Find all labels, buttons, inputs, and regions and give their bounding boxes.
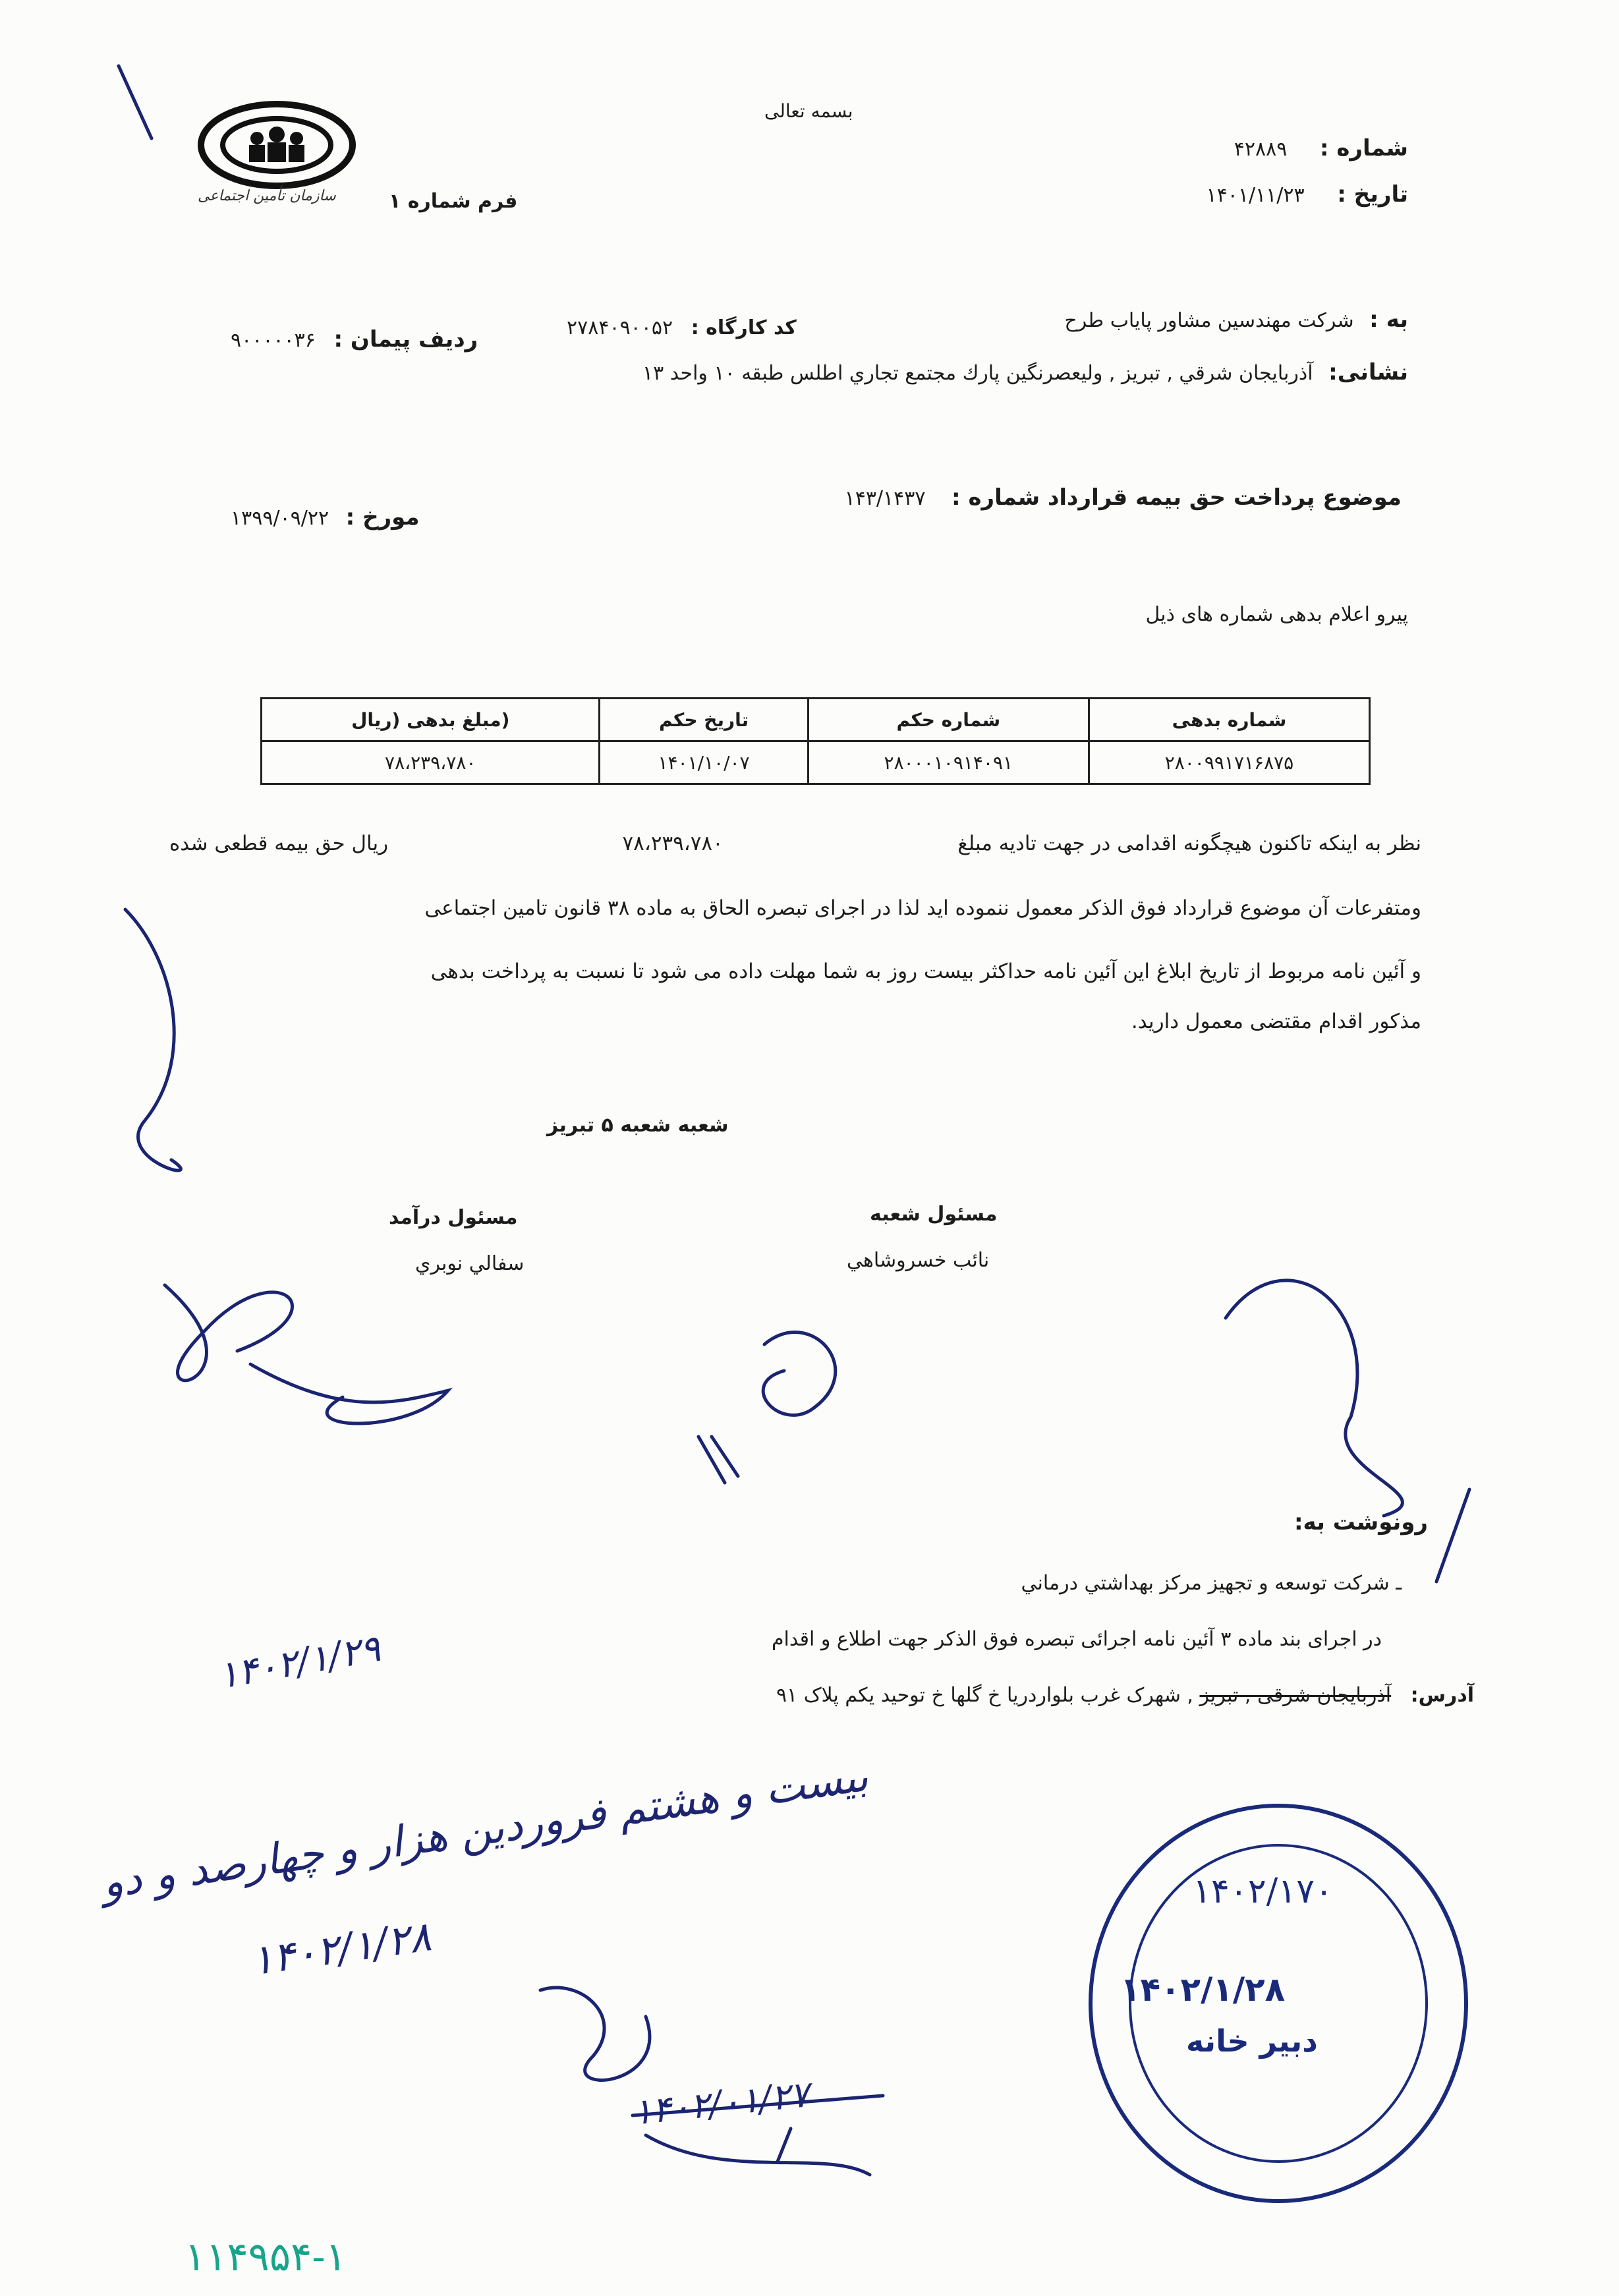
debt-table [260, 697, 1371, 785]
recipient-line [1064, 306, 1408, 333]
contract-number: ۱۴۳/۱۴۳۷ [844, 487, 926, 510]
stamp-date: ۱۴۰۲/۱/۲۸ [1120, 1970, 1286, 2009]
subject-date-value: ۱۳۹۹/۰۹/۲۲ [231, 507, 329, 530]
workshop-code [567, 316, 797, 339]
table-header: تاریخ حکم [600, 699, 808, 741]
address-label: نشانی: [1328, 359, 1408, 386]
contract-row-label: ردیف پیمان : [333, 326, 478, 353]
body-line-4: مذکور اقدام مقتضی معمول دارید. [1131, 1010, 1421, 1033]
body-amount: ۷۸،۲۳۹،۷۸۰ [622, 832, 724, 855]
table-cell: ۱۴۰۱/۱۰/۰۷ [600, 741, 808, 784]
handwritten-date-center: ۱۴۰۲/۰۱/۲۷ [631, 2073, 811, 2133]
letter-date-value: ۱۴۰۱/۱۱/۲۳ [1206, 184, 1305, 207]
table-row [262, 741, 1370, 784]
branch-name: شعبه شعبه ۵ تبریز [547, 1114, 729, 1137]
form-number: فرم شماره ۱ [389, 190, 518, 213]
letter-date-label: تاریخ : [1337, 181, 1408, 208]
stamp-office: دبیر خانه [1186, 2023, 1318, 2059]
contract-row-value: ۹۰۰۰۰۰۳۶ [231, 329, 316, 352]
subject-line [845, 484, 1402, 511]
letter-number-value: ۴۲۸۸۹ [1234, 138, 1288, 161]
table-header: شماره حکم [808, 699, 1089, 741]
logo-caption: سازمان تأمین اجتماعی [198, 188, 336, 204]
body-line-3: و آئین نامه مربوط از تاریخ ابلاغ این آئین نامه حداکثر بیست روز به شما مهلت داده می شود تا نسبت به پرداخت بدهی [430, 960, 1421, 983]
recipient-address [642, 359, 1408, 386]
body-line-1-start: نظر به اینکه تاکنون هیچگونه اقدامی در جهت تادیه مبلغ [957, 832, 1421, 855]
table-header: شماره بدهی [1089, 699, 1369, 741]
cc-address-label: آدرس: [1410, 1684, 1474, 1707]
cc-title: رونوشت به: [1293, 1509, 1428, 1535]
cc-address-struck: آذربایجان شرقی , تبریز [1199, 1684, 1392, 1707]
income-officer-title: مسئول درآمد [389, 1206, 518, 1229]
body-line-1 [169, 832, 1421, 855]
letter-number [1234, 135, 1408, 161]
letter-date [1207, 181, 1408, 208]
table-header: (مبلغ بدهی (ریال [262, 699, 600, 741]
stamp-number: ۱۴۰۲/۱۷۰ [1193, 1872, 1334, 1911]
body-line-1-end: ریال حق بیمه قطعی شده [169, 832, 389, 855]
letter-number-label: شماره : [1319, 135, 1408, 161]
subject-text: موضوع پرداخت حق بیمه قرارداد شماره : [952, 484, 1402, 511]
income-officer-name: سفالي نوبري [415, 1252, 525, 1275]
recipient-label: به : [1369, 306, 1408, 333]
branch-officer-name: نائب خسروشاهي [847, 1249, 990, 1272]
table-cell: ۲۸۰۰۰۱۰۹۱۴۰۹۱ [808, 741, 1089, 784]
table-header-row [262, 699, 1370, 741]
handwritten-date-small: ۱۴۰۲/۱/۲۹ [215, 1626, 384, 1698]
workshop-code-value: ۲۷۸۴۰۹۰۰۵۲ [567, 316, 673, 339]
handwritten-date: ۱۴۰۲/۱/۲۸ [248, 1912, 434, 1985]
branch-officer-title: مسئول شعبه [870, 1203, 998, 1226]
table-cell: ۲۸۰۰۹۹۱۷۱۶۸۷۵ [1089, 741, 1369, 784]
contract-row [231, 326, 478, 353]
handwritten-code: ۱۱۴۹۵۴-۱ [185, 2234, 347, 2280]
handwritten-note: بیست و هشتم فروردین هزار و چهارصد و دو [99, 1752, 872, 1909]
cc-address-value: , شهرک غرب بلواردریا خ گلها خ توحید یکم پلاک ۹۱ [776, 1684, 1193, 1707]
recipient-name: شرکت مهندسین مشاور پایاب طرح [1064, 309, 1354, 332]
subject-date-label: مورخ : [345, 504, 420, 531]
cc-recipient: ـ شرکت توسعه و تجهیز مرکز بهداشتي درماني [1021, 1572, 1402, 1595]
subject-date [231, 504, 420, 531]
bismillah-heading: بسمه تعالی [764, 100, 853, 122]
cc-note: در اجرای بند ماده ۳ آئین نامه اجرائی تبصره فوق الذکر جهت اطلاع و اقدام [771, 1628, 1382, 1651]
address-value: آذربایجان شرقي , تبريز , وليعصرنگين پارك مجتمع تجاري اطلس طبقه ۱۰ واحد ۱۳ [642, 362, 1313, 385]
table-cell: ۷۸،۲۳۹،۷۸۰ [262, 741, 600, 784]
intro-text: پیرو اعلام بدهی شماره های ذیل [1145, 603, 1408, 626]
body-line-2: ومتفرعات آن موضوع قرارداد فوق الذکر معمول ننموده اید لذا در اجرای تبصره الحاق به ماده ۳۸ قانون تامین اجتماعی [424, 896, 1421, 920]
cc-address [776, 1684, 1474, 1707]
workshop-code-label: کد کارگاه : [691, 316, 797, 339]
